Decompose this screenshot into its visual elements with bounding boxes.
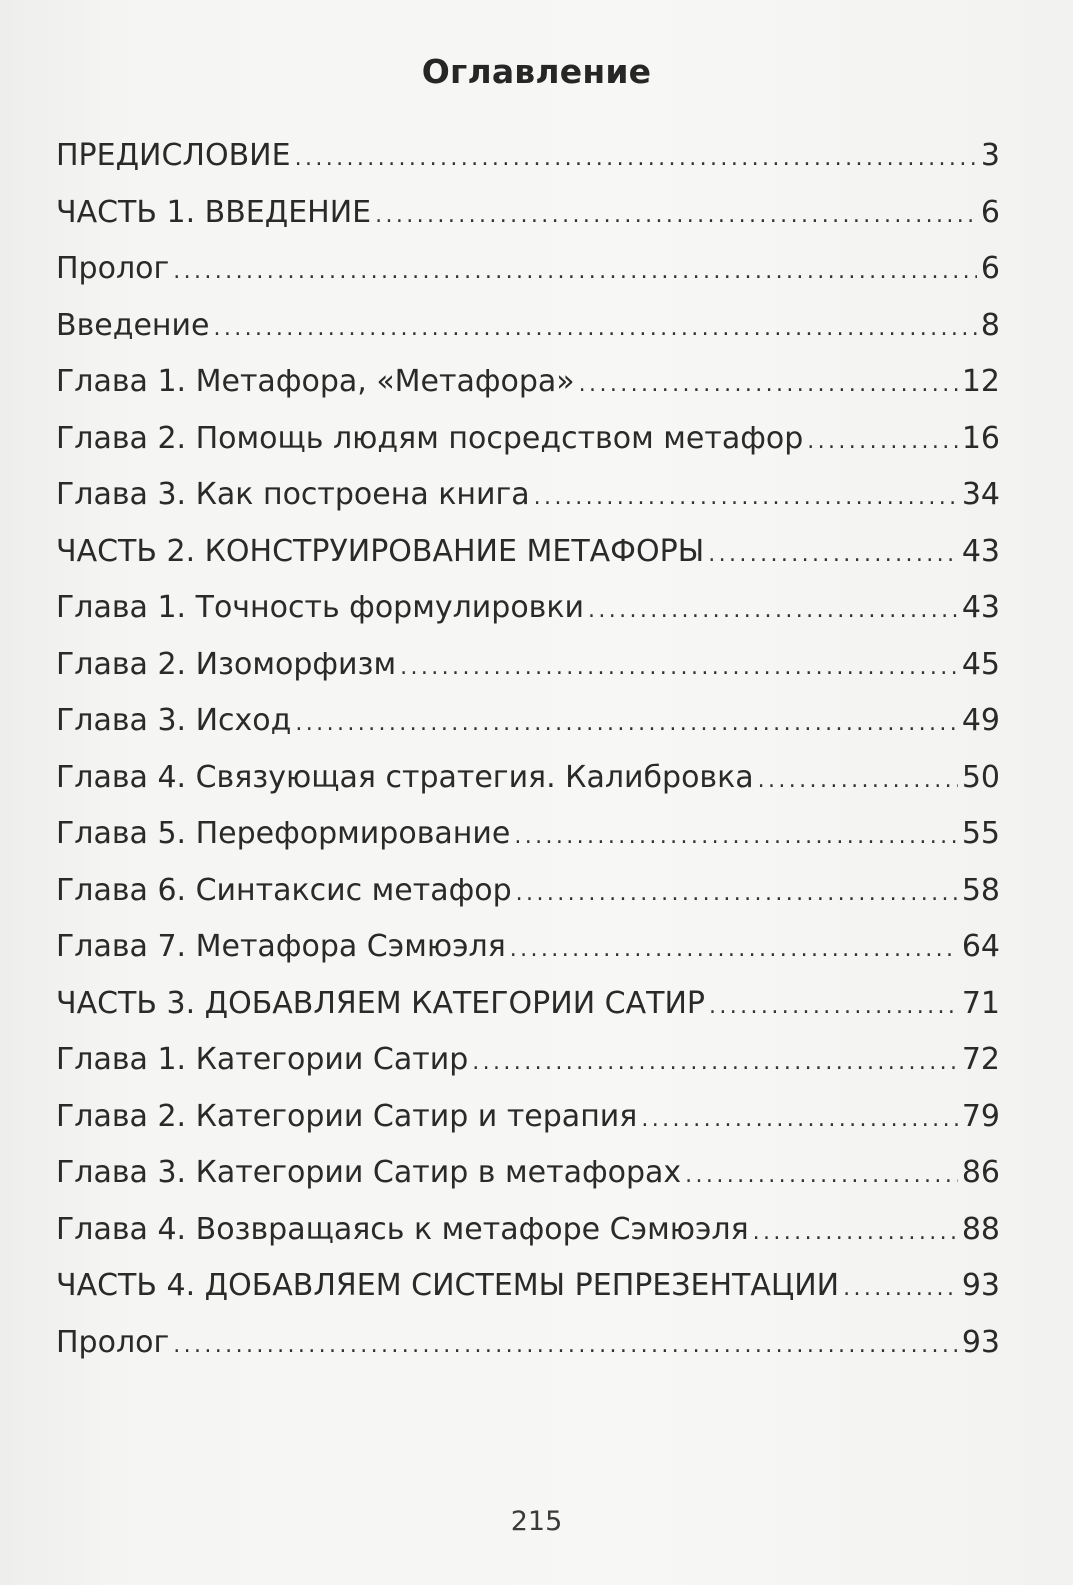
toc-leader-dots	[214, 316, 977, 341]
toc-leader-dots	[173, 1333, 958, 1358]
toc-entry-label: Глава 2. Помощь людям посредством метафор	[56, 420, 804, 456]
toc-entry-page: 45	[961, 646, 1000, 682]
toc-leader-dots	[514, 824, 957, 849]
toc-entry-label: Глава 3. Исход	[56, 703, 292, 738]
toc-entry	[56, 534, 1000, 591]
toc-leader-dots	[709, 994, 958, 1019]
toc-entry	[56, 647, 1000, 704]
toc-entry	[56, 138, 1000, 195]
toc-entry-page: 64	[961, 929, 1000, 964]
toc-entry-page: 6	[980, 251, 1000, 286]
toc-leader-dots	[295, 146, 977, 171]
toc-leader-dots	[807, 429, 958, 454]
toc-entry-page: 79	[961, 1098, 1000, 1134]
toc-entry-page: 6	[980, 194, 1000, 230]
toc-entry-page: 50	[961, 759, 1000, 795]
toc-entry-label: ЧАСТЬ 1. ВВЕДЕНИЕ	[56, 194, 372, 230]
toc-entry-label: Глава 4. Возвращаясь к метафоре Сэмюэля	[56, 1211, 749, 1247]
toc-entry-page: 16	[961, 420, 1000, 456]
toc-entry-label: Глава 7. Метафора Сэмюэля	[56, 929, 506, 964]
toc-entry-page: 58	[961, 872, 1000, 908]
toc-leader-dots	[758, 768, 958, 793]
toc-entry-label: Введение	[56, 307, 210, 343]
toc-entry-label: Глава 2. Категории Сатир и терапия	[56, 1098, 638, 1134]
toc-entry-page: 88	[961, 1211, 1000, 1247]
toc-entry-label: Глава 5. Переформирование	[56, 816, 511, 851]
toc-entry-label: Глава 2. Изоморфизм	[56, 646, 397, 682]
toc-entry-page: 8	[980, 307, 1000, 343]
toc-entry-label: ПРЕДИСЛОВИЕ	[56, 138, 291, 173]
toc-leader-dots	[588, 598, 958, 623]
toc-leader-dots	[173, 259, 977, 284]
toc-entry	[56, 1042, 1000, 1099]
toc-leader-dots	[400, 655, 958, 680]
toc-entry	[56, 421, 1000, 478]
toc-entry-label: Глава 3. Категории Сатир в метафорах	[56, 1155, 682, 1190]
page-title: Оглавление	[421, 52, 652, 91]
toc-entry-page: 72	[961, 1042, 1000, 1077]
toc-entry-label: Пролог	[56, 1324, 170, 1360]
toc-entry-page: 12	[961, 364, 1000, 399]
toc-entry-label: Пролог	[56, 251, 170, 286]
toc-leader-dots	[534, 485, 958, 510]
toc-entry-label: Глава 4. Связующая стратегия. Калибровка	[56, 759, 754, 795]
toc-entry	[56, 251, 1000, 308]
toc-entry	[56, 703, 1000, 760]
toc-entry	[56, 1155, 1000, 1212]
toc-entry	[56, 477, 1000, 534]
toc-entry-page: 49	[961, 703, 1000, 738]
toc-entry-page: 55	[961, 816, 1000, 851]
toc-leader-dots	[472, 1050, 958, 1075]
toc-entry-label: ЧАСТЬ 4. ДОБАВЛЯЕМ СИСТЕМЫ РЕПРЕЗЕНТАЦИИ	[56, 1268, 840, 1303]
toc-entry	[56, 364, 1000, 421]
toc-entry	[56, 873, 1000, 930]
toc-leader-dots	[843, 1276, 958, 1301]
toc-entry	[56, 308, 1000, 365]
table-of-contents	[56, 138, 1000, 1381]
toc-entry-page: 43	[961, 590, 1000, 625]
toc-entry-page: 43	[961, 533, 1000, 569]
toc-entry-label: Глава 1. Категории Сатир	[56, 1042, 469, 1077]
toc-leader-dots	[295, 711, 957, 736]
toc-entry-label: ЧАСТЬ 3. ДОБАВЛЯЕМ КАТЕГОРИИ САТИР	[56, 985, 705, 1021]
toc-entry	[56, 1099, 1000, 1156]
toc-leader-dots	[641, 1107, 957, 1132]
toc-entry	[56, 760, 1000, 817]
toc-entry	[56, 590, 1000, 647]
toc-leader-dots	[516, 881, 958, 906]
toc-entry-label: Глава 1. Точность формулировки	[56, 590, 584, 625]
toc-entry-page: 86	[961, 1155, 1000, 1190]
toc-entry	[56, 1212, 1000, 1269]
toc-entry-page: 3	[980, 138, 1000, 173]
toc-entry	[56, 816, 1000, 873]
toc-entry-label: Глава 1. Метафора, «Метафора»	[56, 364, 575, 399]
toc-leader-dots	[375, 203, 977, 228]
toc-leader-dots	[708, 542, 958, 567]
toc-entry-page: 71	[961, 985, 1000, 1021]
toc-entry	[56, 986, 1000, 1043]
toc-entry-page: 34	[961, 477, 1000, 512]
page-number: 215	[510, 1506, 563, 1537]
toc-entry-page: 93	[961, 1268, 1000, 1303]
toc-leader-dots	[685, 1163, 958, 1188]
toc-leader-dots	[510, 937, 958, 962]
toc-entry	[56, 195, 1000, 252]
toc-leader-dots	[753, 1220, 958, 1245]
toc-entry	[56, 1325, 1000, 1382]
toc-entry-page: 93	[961, 1324, 1000, 1360]
toc-entry-label: Глава 3. Как построена книга	[56, 477, 530, 512]
toc-entry	[56, 929, 1000, 986]
toc-entry-label: Глава 6. Синтаксис метафор	[56, 872, 512, 908]
toc-entry-label: ЧАСТЬ 2. КОНСТРУИРОВАНИЕ МЕТАФОРЫ	[56, 533, 705, 569]
toc-entry	[56, 1268, 1000, 1325]
toc-leader-dots	[579, 372, 958, 397]
